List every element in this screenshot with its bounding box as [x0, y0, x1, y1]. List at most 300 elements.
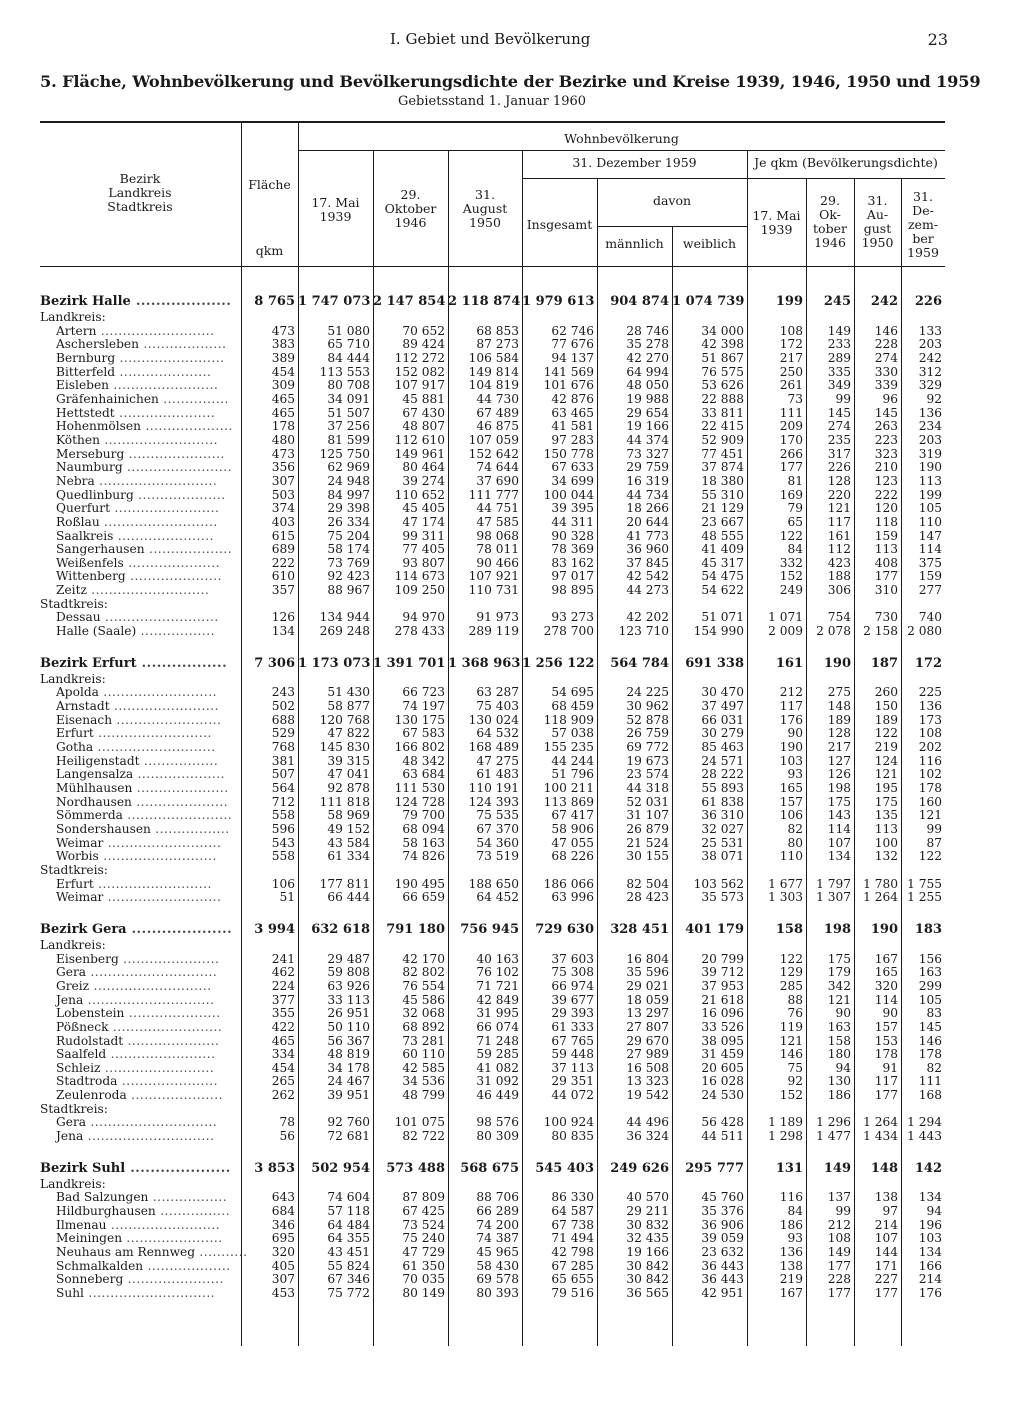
value-cell: 36 324: [626, 1129, 669, 1144]
value-cell: 177: [874, 569, 898, 584]
value-cell: 90: [882, 1006, 898, 1021]
value-cell: 47 041: [327, 767, 370, 782]
value-cell: 405: [271, 1258, 295, 1273]
value-cell: 130 024: [468, 712, 519, 727]
table-row: [40, 741, 945, 755]
value-cell: 92 423: [327, 569, 370, 584]
value-cell: 121: [827, 992, 851, 1007]
row-label-text: Stadtkreis:: [40, 862, 108, 877]
value-cell: 66 444: [327, 890, 370, 905]
value-cell: 97 017: [551, 569, 594, 584]
value-cell: 1 434: [863, 1129, 898, 1144]
value-cell: 67 346: [327, 1272, 370, 1287]
value-cell: 198: [827, 781, 851, 795]
value-cell: 173: [918, 712, 942, 727]
table-row: [40, 366, 945, 380]
value-cell: 224: [271, 978, 295, 993]
value-cell: 226: [827, 460, 851, 475]
value-cell: 152 642: [468, 446, 519, 461]
table-row: [40, 994, 945, 1008]
table-row: [40, 1048, 945, 1062]
row-label: [40, 1035, 241, 1049]
value-cell: 54 360: [476, 835, 519, 850]
table-row: [40, 1075, 945, 1089]
row-label-text: Dessau: [56, 610, 101, 625]
value-cell: 168 489: [468, 740, 519, 755]
value-cell: 71 721: [476, 978, 519, 993]
value-cell: 76: [787, 1006, 803, 1021]
value-cell: 48 050: [626, 378, 669, 393]
value-cell: [747, 673, 806, 687]
leader-dots: ...........................: [94, 473, 218, 488]
value-cell: 134: [271, 624, 295, 639]
value-cell: 87 809: [402, 1190, 445, 1205]
table-row: [40, 1205, 945, 1219]
value-cell: 126: [271, 610, 295, 625]
value-cell: 47 729: [402, 1245, 445, 1260]
value-cell: 199: [918, 487, 942, 502]
table-row: [40, 782, 945, 796]
table-row: [40, 1287, 945, 1301]
value-cell: 228: [874, 337, 898, 352]
value-cell: 98 895: [551, 583, 594, 598]
value-cell: 23 632: [701, 1245, 744, 1260]
table-row: [40, 1130, 945, 1144]
value-cell: [448, 311, 522, 325]
kreis-type-row: [40, 1103, 945, 1117]
value-cell: 1 391 701: [373, 655, 446, 671]
value-cell: 112: [827, 542, 851, 557]
value-cell: [854, 673, 901, 687]
value-cell: 47 174: [402, 514, 445, 529]
table-row: [40, 516, 945, 530]
value-cell: 84 997: [327, 487, 370, 502]
value-cell: 46 875: [476, 419, 519, 434]
leader-dots: ......................: [113, 528, 214, 543]
value-cell: 195: [874, 781, 898, 795]
leader-dots: ....................: [125, 1160, 231, 1176]
value-cell: [522, 939, 597, 953]
leader-dots: ........................: [122, 808, 233, 823]
value-cell: 30 155: [626, 849, 669, 864]
value-cell: 93 807: [402, 555, 445, 570]
value-cell: 117: [874, 1074, 898, 1089]
value-cell: 16 508: [626, 1060, 669, 1075]
value-cell: 126: [827, 767, 851, 782]
value-cell: [672, 598, 747, 612]
table-row: [40, 768, 945, 782]
value-cell: 62 746: [551, 323, 594, 338]
value-cell: 68 459: [551, 699, 594, 714]
value-cell: 100 044: [543, 487, 594, 502]
value-cell: 82 802: [402, 965, 445, 980]
value-cell: 16 028: [701, 1074, 744, 1089]
leader-dots: ..........................: [99, 432, 219, 447]
leader-dots: ....................: [133, 487, 226, 502]
value-cell: 44 730: [476, 391, 519, 406]
value-cell: 245: [823, 294, 851, 309]
value-cell: 335: [827, 364, 851, 379]
value-cell: 167: [779, 1286, 803, 1300]
value-cell: 118: [874, 514, 898, 529]
value-cell: 289 119: [468, 624, 519, 639]
value-cell: 153: [874, 1033, 898, 1048]
value-cell: 1 780: [863, 876, 898, 891]
value-cell: 22 415: [701, 419, 744, 434]
value-cell: 110 191: [468, 781, 519, 795]
value-cell: 186: [779, 1217, 803, 1232]
value-cell: 7 306: [254, 655, 295, 671]
spacer-cell: [40, 639, 945, 655]
value-cell: 145: [827, 405, 851, 420]
row-label: [40, 673, 241, 687]
value-cell: 63 684: [402, 767, 445, 782]
value-cell: 150: [874, 699, 898, 714]
value-cell: 67 489: [476, 405, 519, 420]
value-cell: 20 644: [626, 514, 669, 529]
value-cell: 83 162: [551, 555, 594, 570]
value-cell: 149 814: [468, 364, 519, 379]
table-row: [40, 1260, 945, 1274]
value-cell: 146: [874, 323, 898, 338]
value-cell: 98 576: [476, 1115, 519, 1130]
value-cell: 42 170: [402, 951, 445, 966]
value-cell: 45 881: [402, 391, 445, 406]
value-cell: 42 202: [626, 610, 669, 625]
table-row: [40, 1035, 945, 1049]
leader-dots: .................: [136, 624, 216, 639]
value-cell: 44 244: [551, 753, 594, 768]
value-cell: 35 573: [701, 890, 744, 905]
value-cell: 163: [827, 1019, 851, 1034]
value-cell: 129: [779, 965, 803, 980]
value-cell: 688: [271, 712, 295, 727]
value-cell: [448, 939, 522, 953]
row-label-text: Sangerhausen: [56, 542, 145, 557]
value-cell: 44 374: [626, 432, 669, 447]
value-cell: 188 650: [468, 876, 519, 891]
leader-dots: ......................: [117, 1074, 219, 1089]
row-label: [40, 1245, 248, 1260]
value-cell: 219: [874, 740, 898, 755]
kreis-type-row: [40, 598, 945, 612]
value-cell: 558: [271, 849, 295, 864]
value-cell: [522, 1178, 597, 1192]
value-cell: 179: [827, 965, 851, 980]
value-cell: 44 751: [476, 501, 519, 516]
value-cell: 58 163: [402, 835, 445, 850]
value-cell: 101 676: [543, 378, 594, 393]
value-cell: [597, 598, 672, 612]
value-cell: 107: [827, 835, 851, 850]
value-cell: 68 853: [476, 323, 519, 338]
value-cell: 274: [827, 419, 851, 434]
spacer-row: [40, 639, 945, 655]
value-cell: 121: [827, 501, 851, 516]
value-cell: 1 264: [863, 890, 898, 905]
table-row: [40, 379, 945, 393]
value-cell: 122: [779, 951, 803, 966]
value-cell: 113 869: [543, 794, 594, 809]
value-cell: 125 750: [319, 446, 370, 461]
value-cell: 24 948: [327, 473, 370, 488]
table-row: [40, 502, 945, 516]
header-rule-1: [298, 150, 945, 151]
value-cell: 114: [874, 992, 898, 1007]
value-cell: 124: [874, 753, 898, 768]
value-cell: 63 996: [551, 890, 594, 905]
value-cell: 122: [779, 528, 803, 543]
row-label: [40, 1021, 241, 1035]
value-cell: 136: [918, 699, 942, 714]
value-cell: [522, 311, 597, 325]
value-cell: 307: [271, 473, 295, 488]
value-cell: [298, 311, 373, 325]
value-cell: 163: [918, 965, 942, 980]
value-cell: 260: [874, 685, 898, 700]
value-cell: 190: [870, 921, 898, 937]
value-cell: 188: [827, 569, 851, 584]
leader-dots: ..........................: [103, 835, 222, 850]
value-cell: 75: [787, 1060, 803, 1075]
row-label-text: Greiz: [56, 978, 90, 993]
leader-dots: .........................: [106, 1217, 221, 1232]
row-label-text: Lobenstein: [56, 1006, 125, 1021]
value-cell: 48 807: [402, 419, 445, 434]
value-cell: 67 430: [402, 405, 445, 420]
row-label-text: Aschersleben: [56, 337, 139, 352]
value-cell: 754: [827, 610, 851, 625]
table-row: [40, 837, 945, 851]
value-cell: 16 096: [701, 1006, 744, 1021]
value-cell: 545 403: [535, 1160, 594, 1176]
value-cell: 36 906: [701, 1217, 744, 1232]
leader-dots: ........................: [106, 1047, 216, 1062]
row-label: [40, 1048, 241, 1062]
row-label: [40, 352, 241, 366]
row-label-text: Sondershausen: [56, 821, 151, 836]
value-cell: 67 285: [551, 1258, 594, 1273]
value-cell: 70 035: [402, 1272, 445, 1287]
value-cell: 64 587: [551, 1204, 594, 1219]
value-cell: 529: [271, 726, 295, 741]
value-cell: 97 283: [551, 432, 594, 447]
row-label: [40, 311, 241, 325]
table-row: [40, 557, 945, 571]
value-cell: 82 722: [402, 1129, 445, 1144]
value-cell: 507: [271, 767, 295, 782]
davon-header: davon: [652, 193, 692, 208]
value-cell: 401 179: [685, 921, 744, 937]
value-cell: 21 524: [626, 835, 669, 850]
row-label-text: Bezirk Gera: [40, 921, 127, 937]
value-cell: 242: [918, 350, 942, 365]
table-row: [40, 1246, 945, 1260]
value-cell: 277: [918, 583, 942, 598]
value-cell: 108: [918, 726, 942, 741]
value-cell: 241: [271, 951, 295, 966]
value-cell: 465: [271, 405, 295, 420]
value-cell: 615: [271, 528, 295, 543]
value-cell: 27 989: [626, 1047, 669, 1062]
value-cell: 1 256 122: [522, 655, 595, 671]
value-cell: 118 909: [543, 712, 594, 727]
value-cell: 38 071: [701, 849, 744, 864]
value-cell: [241, 1178, 298, 1192]
value-cell: 105: [918, 501, 942, 516]
value-cell: 107 917: [394, 378, 445, 393]
value-cell: 48 555: [701, 528, 744, 543]
leader-dots: .............................: [83, 1286, 216, 1300]
value-cell: [373, 1178, 448, 1192]
value-cell: 16 804: [626, 951, 669, 966]
value-cell: [298, 598, 373, 612]
value-cell: 740: [918, 610, 942, 625]
value-cell: 381: [271, 753, 295, 768]
value-cell: 78 011: [476, 542, 519, 557]
value-cell: 19 988: [626, 391, 669, 406]
value-cell: 124 728: [394, 794, 445, 809]
row-label-text: Hildburghausen: [56, 1204, 156, 1219]
value-cell: 114: [918, 542, 942, 557]
value-cell: 33 113: [327, 992, 370, 1007]
value-cell: 100 924: [543, 1115, 594, 1130]
table-row: [40, 700, 945, 714]
value-cell: 349: [827, 378, 851, 393]
table-row: [40, 823, 945, 837]
row-label: [40, 823, 241, 837]
value-cell: [597, 939, 672, 953]
leader-dots: .............................: [86, 965, 218, 980]
value-cell: 168: [918, 1088, 942, 1103]
value-cell: [241, 1103, 298, 1117]
value-cell: 187: [870, 655, 898, 671]
row-label: [40, 325, 241, 339]
value-cell: 20 605: [701, 1060, 744, 1075]
value-cell: 269 248: [319, 624, 370, 639]
leader-dots: .........................: [108, 1019, 223, 1034]
value-cell: 1 173 073: [298, 655, 371, 671]
value-cell: 73 519: [476, 849, 519, 864]
value-cell: 67 583: [402, 726, 445, 741]
table-row: [40, 1273, 945, 1287]
value-cell: 44 273: [626, 583, 669, 598]
value-cell: 220: [827, 487, 851, 502]
value-cell: 161: [827, 528, 851, 543]
value-cell: 123 710: [618, 624, 669, 639]
value-cell: [901, 598, 945, 612]
value-cell: 30 832: [626, 1217, 669, 1232]
table-row: [40, 434, 945, 448]
value-cell: 42 951: [701, 1286, 744, 1300]
value-cell: 101 075: [394, 1115, 445, 1130]
value-cell: 37 690: [476, 473, 519, 488]
value-cell: 84: [787, 1204, 803, 1219]
row-label: [40, 686, 241, 700]
value-cell: 127: [827, 753, 851, 768]
value-cell: 2 118 874: [448, 294, 521, 309]
value-cell: [597, 864, 672, 878]
value-cell: 161: [775, 655, 803, 671]
value-cell: 564 784: [610, 655, 669, 671]
value-cell: [747, 311, 806, 325]
value-cell: 1 298: [768, 1129, 803, 1144]
value-cell: 31 092: [476, 1074, 519, 1089]
value-cell: 82: [926, 1060, 942, 1075]
value-cell: 473: [271, 446, 295, 461]
value-cell: 79 516: [551, 1286, 594, 1300]
row-label: [40, 796, 241, 810]
stub-header: Bezirk Landkreis Stadtkreis: [107, 171, 173, 214]
value-cell: 299: [918, 978, 942, 993]
value-cell: 55 824: [327, 1258, 370, 1273]
value-cell: 39 951: [327, 1088, 370, 1103]
value-cell: 29 211: [626, 1204, 669, 1219]
row-label: [40, 530, 241, 544]
leader-dots: .....................: [123, 555, 220, 570]
leader-dots: ..........................: [103, 890, 222, 905]
value-cell: 596: [271, 821, 295, 836]
row-label: [40, 1062, 241, 1076]
density-1946-header: 29. Ok- tober 1946: [813, 193, 847, 250]
row-label-text: Suhl: [56, 1286, 84, 1300]
value-cell: 453: [271, 1286, 295, 1300]
row-label-text: Saalkreis: [56, 528, 114, 543]
row-label-text: Hettstedt: [56, 405, 115, 420]
value-cell: 84 444: [327, 350, 370, 365]
table-row: [40, 1007, 945, 1021]
value-cell: 113: [874, 821, 898, 836]
value-cell: 177: [827, 1286, 851, 1300]
table-row: [40, 755, 945, 769]
header-top-rule: [40, 121, 945, 123]
value-cell: 75 772: [327, 1286, 370, 1300]
value-cell: 319: [918, 446, 942, 461]
value-cell: 61 334: [327, 849, 370, 864]
value-cell: 1 677: [768, 876, 803, 891]
row-label-text: Jena: [56, 1129, 84, 1144]
value-cell: 729 630: [535, 921, 594, 937]
value-cell: 81 599: [327, 432, 370, 447]
value-cell: 26 951: [327, 1006, 370, 1021]
value-cell: 159: [874, 528, 898, 543]
value-cell: 190: [823, 655, 851, 671]
value-cell: 138: [874, 1190, 898, 1205]
value-cell: 35 278: [626, 337, 669, 352]
value-cell: 61 350: [402, 1258, 445, 1273]
value-cell: 36 443: [701, 1258, 744, 1273]
row-label-text: Sonneberg: [56, 1272, 124, 1287]
value-cell: 92 760: [327, 1115, 370, 1130]
value-cell: 29 654: [626, 405, 669, 420]
value-cell: 90: [835, 1006, 851, 1021]
value-cell: 2 147 854: [373, 294, 446, 309]
value-cell: 86 330: [551, 1190, 594, 1205]
value-cell: 233: [827, 337, 851, 352]
population-header: Wohnbevölkerung: [564, 131, 679, 146]
value-cell: 32 435: [626, 1231, 669, 1246]
area-unit: qkm: [255, 243, 284, 258]
value-cell: [901, 673, 945, 687]
value-cell: 34 178: [327, 1060, 370, 1075]
value-cell: 47 822: [327, 726, 370, 741]
row-label: [40, 782, 241, 796]
value-cell: 137: [827, 1190, 851, 1205]
value-cell: 94 137: [551, 350, 594, 365]
value-cell: 24 571: [701, 753, 744, 768]
value-cell: 29 487: [327, 951, 370, 966]
value-cell: 56 428: [701, 1115, 744, 1130]
